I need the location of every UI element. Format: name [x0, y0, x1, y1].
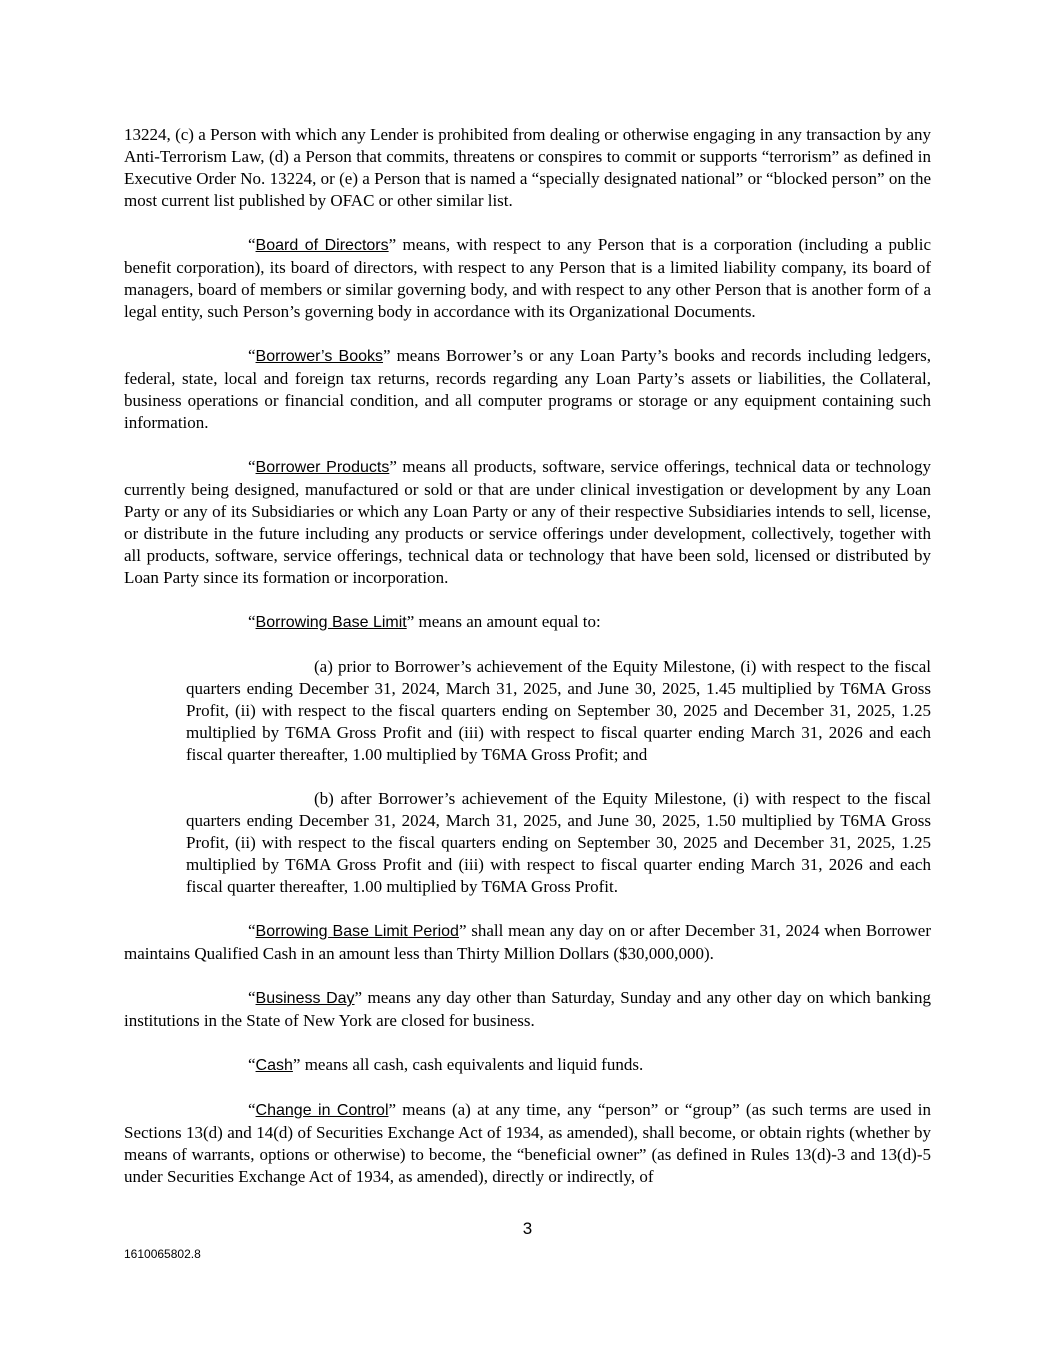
defined-term: Borrower’s Books: [255, 348, 384, 365]
page-body: [124, 124, 931, 1188]
subclause-a: (a) prior to Borrower’s achievement of the Equity Milestone, (i) with respect to the fiscal quarters ending December 31, 2024, March 31, 2025, and June 30, 2025, 1.45 multiplied by T6MA Gross Profit, (ii) with respect to the fiscal quarters ending on September 30, 2025 and December 31, 2025, 1.25 multiplied by T6MA Gross Profit and (iii) with respect to fiscal quarter ending March 31, 2026 and each fiscal quarter thereafter, 1.00 multiplied by T6MA Gross Profit; and: [186, 657, 931, 764]
definition-board-of-directors: “Board of Directors” means, with respect to any Person that is a corporation (including a public benefit corporation), its board of directors, with respect to any Person that is a limited liability company, its board of managers, board of members or similar governing body, and with respect to any other Person that is another form of a legal entity, such Person’s governing body in accordance with its Organizational Documents.: [124, 235, 932, 321]
defined-term: Board of Directors: [255, 237, 389, 254]
defined-term: Borrowing Base Limit: [255, 614, 407, 631]
definition-change-in-control: “Change in Control” means (a) at any time, any “person” or “group” (as such terms are used in Sections 13(d) and 14(d) of Securities Exchange Act of 1934, as amended), shall become, or obtain rights (whether by means of warrants, options or otherwise) to become, the “beneficial owner” (as defined in Rules 13(d)-3 and 13(d)-5 under Securities Exchange Act of 1934, as amended), directly or indirectly, of: [124, 1100, 931, 1186]
page-number: 3: [522, 1219, 533, 1238]
definition-borrowers-books: “Borrower’s Books” means Borrower’s or any Loan Party’s books and records including ledgers, federal, state, local and foreign tax returns, records regarding any Loan Party’s assets or liabilities, the Collateral, business operations or financial condition, and all computer programs or storage or any equipment containing such information.: [124, 346, 931, 432]
definition-business-day: “Business Day” means any day other than Saturday, Sunday and any other day on which banking institutions in the State of New York are closed for business.: [124, 988, 931, 1030]
document-id: 1610065802.8: [124, 1247, 201, 1261]
defined-term: Business Day: [255, 990, 355, 1007]
subclause-b: (b) after Borrower’s achievement of the Equity Milestone, (i) with respect to the fiscal quarters ending December 31, 2024, March 31, 2025, and June 30, 2025, 1.50 multiplied by T6MA Gross Profit, (ii) with respect to the fiscal quarters ending on September 30, 2025 and December 31, 2025, 1.25 multiplied by T6MA Gross Profit and (iii) with respect to fiscal quarter ending March 31, 2026 and each fiscal quarter thereafter, 1.00 multiplied by T6MA Gross Profit.: [186, 789, 931, 896]
definition-borrowing-base-limit-period: “Borrowing Base Limit Period” shall mean any day on or after December 31, 2024 when Borrower maintains Qualified Cash in an amount less than Thirty Million Dollars ($30,000,000).: [124, 921, 931, 963]
definition-borrower-products: “Borrower Products” means all products, software, service offerings, technical data or technology currently being designed, manufactured or sold or that are under clinical investigation or development by any Loan Party or any of its Subsidiaries or which any Loan Party or any of their respective Subsidiaries intends to sell, license, or distribute in the future including any products or service offerings under development, collectively, together with all products, software, service offerings, technical data or technology that have been sold, licensed or distributed by Loan Party since its formation or incorporation.: [124, 457, 931, 587]
defined-term: Change in Control: [255, 1102, 389, 1119]
definition-cash: “Cash” means all cash, cash equivalents and liquid funds.: [248, 1055, 644, 1074]
definition-borrowing-base-limit: “Borrowing Base Limit” means an amount equal to:: [248, 612, 601, 631]
continuation-paragraph: 13224, (c) a Person with which any Lender is prohibited from dealing or otherwise engaging in any transaction by any Anti-Terrorism Law, (d) a Person that commits, threatens or conspires to commit or supports “terrorism” as defined in Executive Order No. 13224, or (e) a Person that is named a “specially designated national” or “blocked person” on the most current list published by OFAC or other similar list.: [124, 125, 931, 210]
defined-term: Cash: [255, 1057, 293, 1074]
defined-term: Borrowing Base Limit Period: [255, 923, 459, 940]
defined-term: Borrower Products: [255, 459, 390, 476]
